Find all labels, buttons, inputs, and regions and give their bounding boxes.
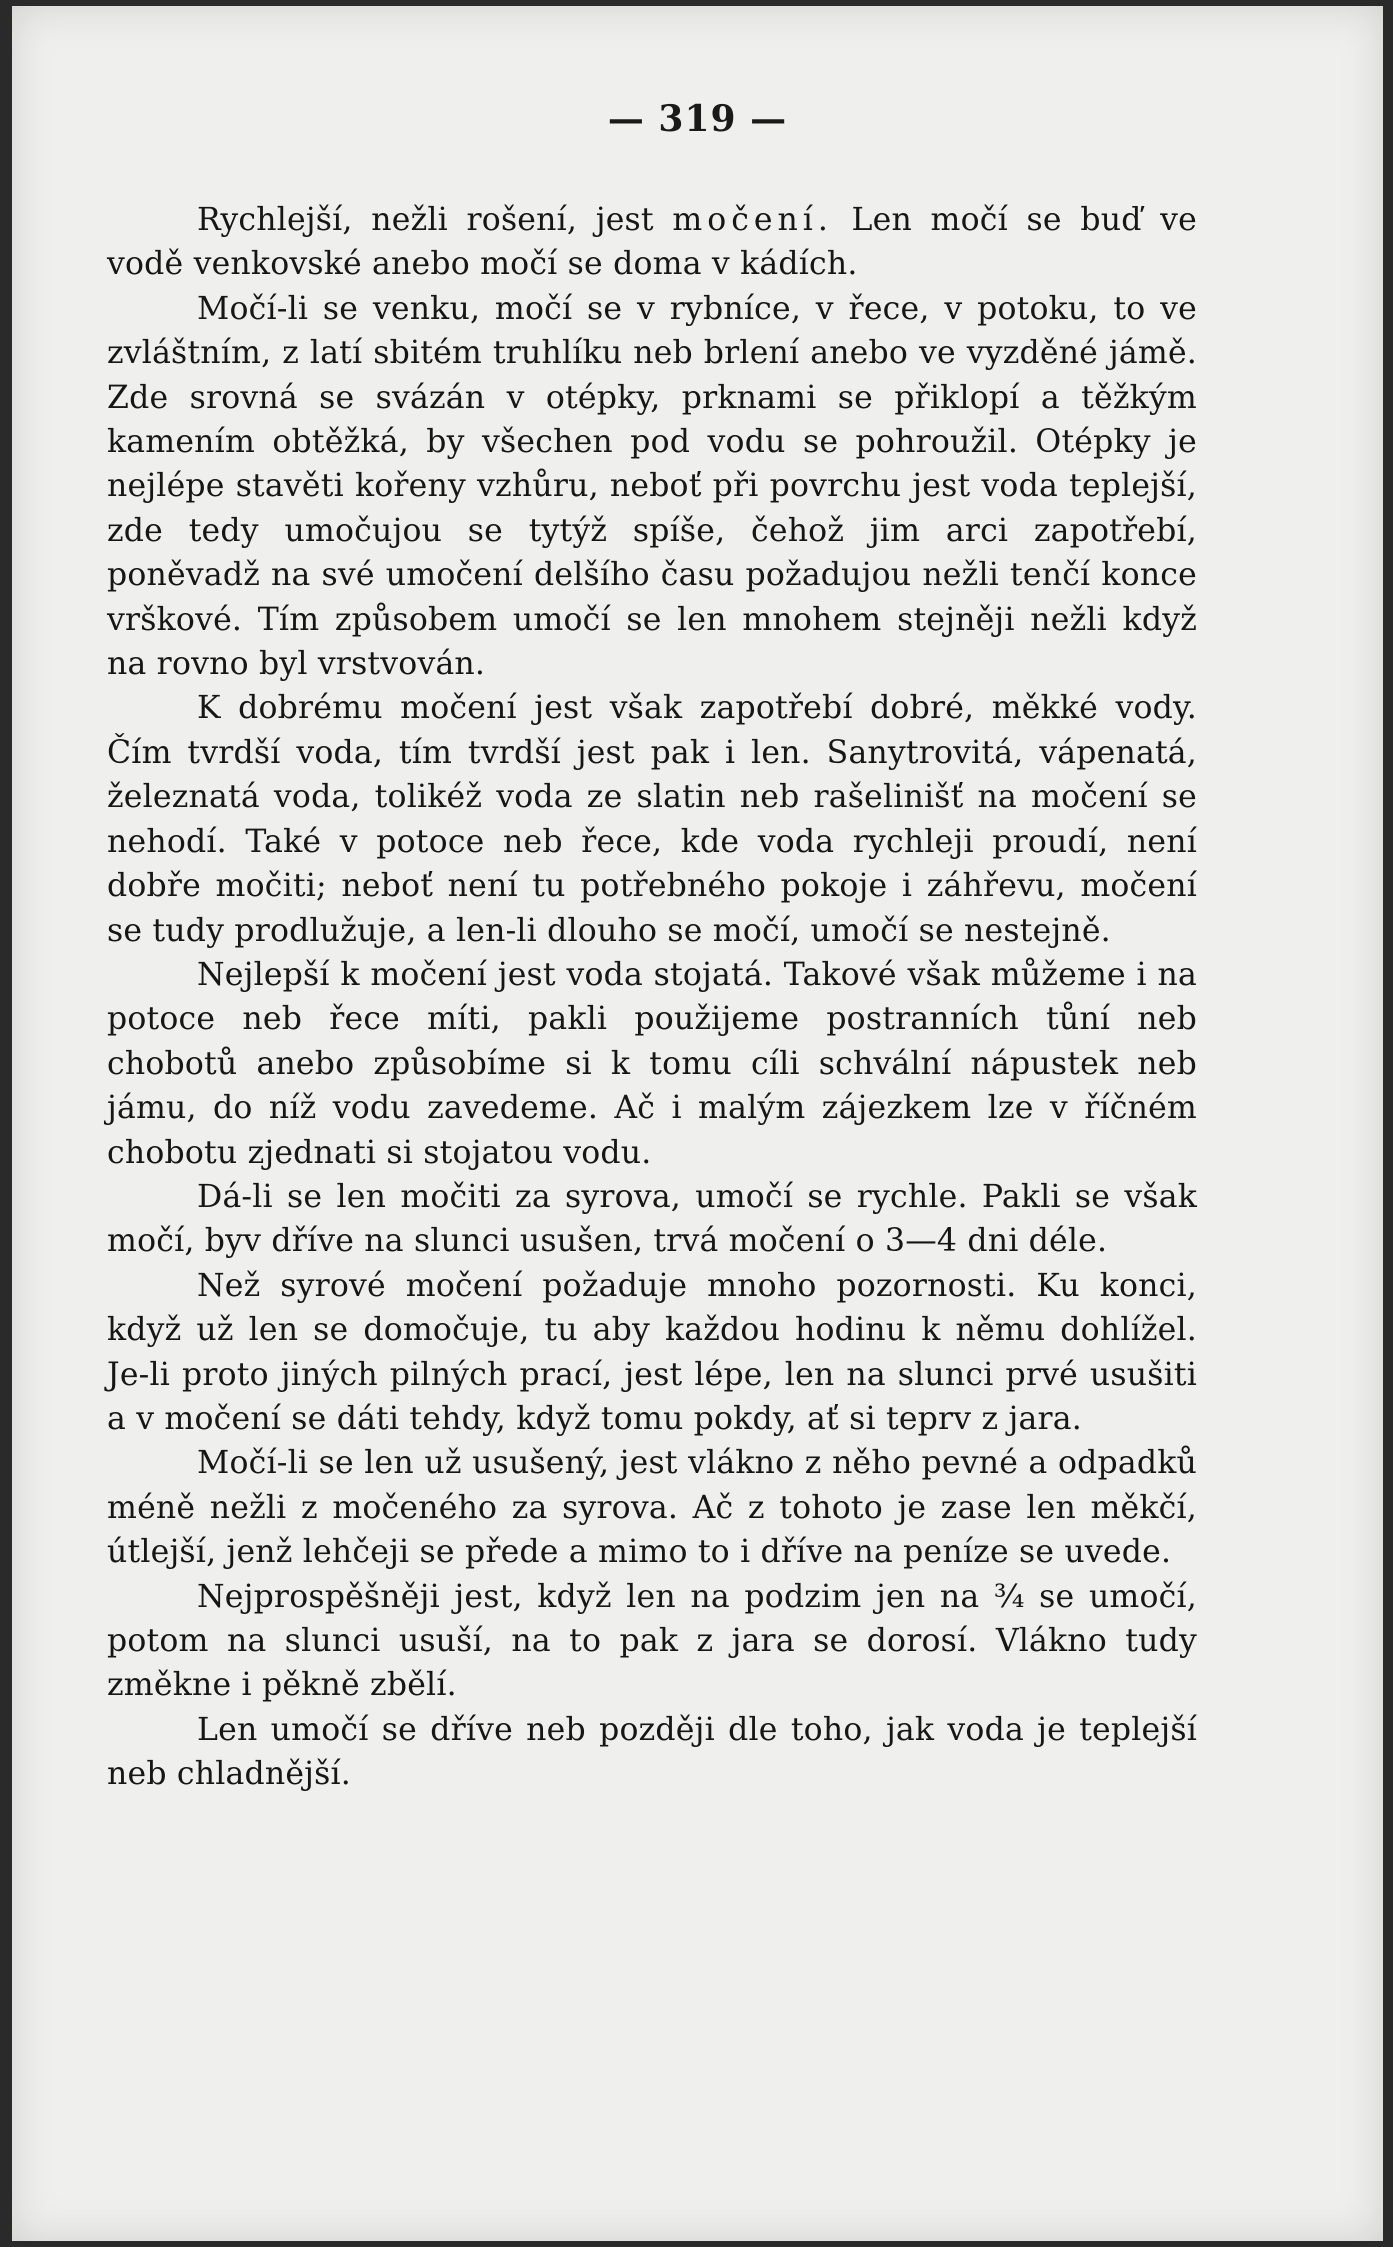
- paragraph-4: Nejlepší k močení jest voda stojatá. Takové však můžeme i na potoce neb řece míti, pakli použijeme postranních tůní neb chobotů anebo způsobíme si k tomu cíli schvální nápustek neb jámu, do níž vodu zavedeme. Ač i malým zájezkem lze v říčném chobotu zjednati si stojatou vodu.: [107, 956, 1197, 1171]
- paragraph-9: Len umočí se dříve neb později dle toho, jak voda je teplejší neb chladnější.: [107, 1711, 1197, 1793]
- paragraph-1-after: Len močí se buď ve vodě venkovské anebo močí se doma v kádích.: [107, 202, 1198, 283]
- paragraph-1: [107, 198, 1197, 287]
- paragraph-2: Močí-li se venku, močí se v rybníce, v řece, v potoku, to ve zvláštním, z latí sbitém truhlíku neb brlení anebo ve vyzděné jámě. Zde srovná se svázán v otépky, prknami se přiklopí a těžkým kamením obtěžká, by všechen pod vodu se pohroužil. Otépky je nejlépe stavěti kořeny vzhůru, neboť při povrchu jest voda teplejší, zde tedy umočujou se tytýž spíše, čehož jim arci zapotřebí, poněvadž na své umočení delšího času požadujou nežli tenčí konce vrškové. Tím způsobem umočí se len mnohem stejněji nežli když na rovno byl vrstvován.: [107, 290, 1197, 683]
- paragraph-1-before: Rychlejší, nežli rošení, jest: [197, 202, 673, 238]
- paragraph-8: Nejprospěšněji jest, když len na podzim jen na ¾ se umočí, potom na slunci usuší, na to pak z jara se dorosí. Vlákno tudy změkne i pěkně zbělí.: [107, 1578, 1197, 1704]
- paragraph-7: Močí-li se len už usušený, jest vlákno z něho pevné a odpadků méně nežli z močeného za syrova. Ač z tohoto je zase len měkčí, útlejší, jenž lehčeji se přede a mimo to i dříve na peníze se uvede.: [107, 1445, 1197, 1571]
- page-text: [107, 198, 1197, 1797]
- paragraph-3: K dobrému močení jest však zapotřebí dobré, měkké vody. Čím tvrdší voda, tím tvrdší jest pak i len. Sanytrovitá, vápenatá, železnatá voda, tolikéž voda ze slatin neb rašelinišť na močení se nehodí. Také v potoce neb řece, kde voda rychleji proudí, není dobře močiti; neboť není tu potřebného pokoje i záhřevu, močení se tudy prodlužuje, a len-li dlouho se močí, umočí se nestejně.: [107, 690, 1197, 949]
- paragraph-1-emphasis: močení.: [672, 202, 833, 238]
- paragraph-6: Než syrové močení požaduje mnoho pozornosti. Ku konci, když už len se domočuje, tu aby každou hodinu k němu dohlížel. Je-li proto jiných pilných prací, jest lépe, len na slunci prvé usušiti a v močení se dáti tehdy, když tomu pokdy, ať si teprv z jara.: [107, 1267, 1197, 1437]
- paragraph-5: Dá-li se len močiti za syrova, umočí se rychle. Pakli se však močí, byv dříve na slunci usušen, trvá močení o 3—4 dni déle.: [107, 1178, 1197, 1260]
- page-number: — 319 —: [607, 98, 788, 140]
- book-page: [12, 6, 1383, 2241]
